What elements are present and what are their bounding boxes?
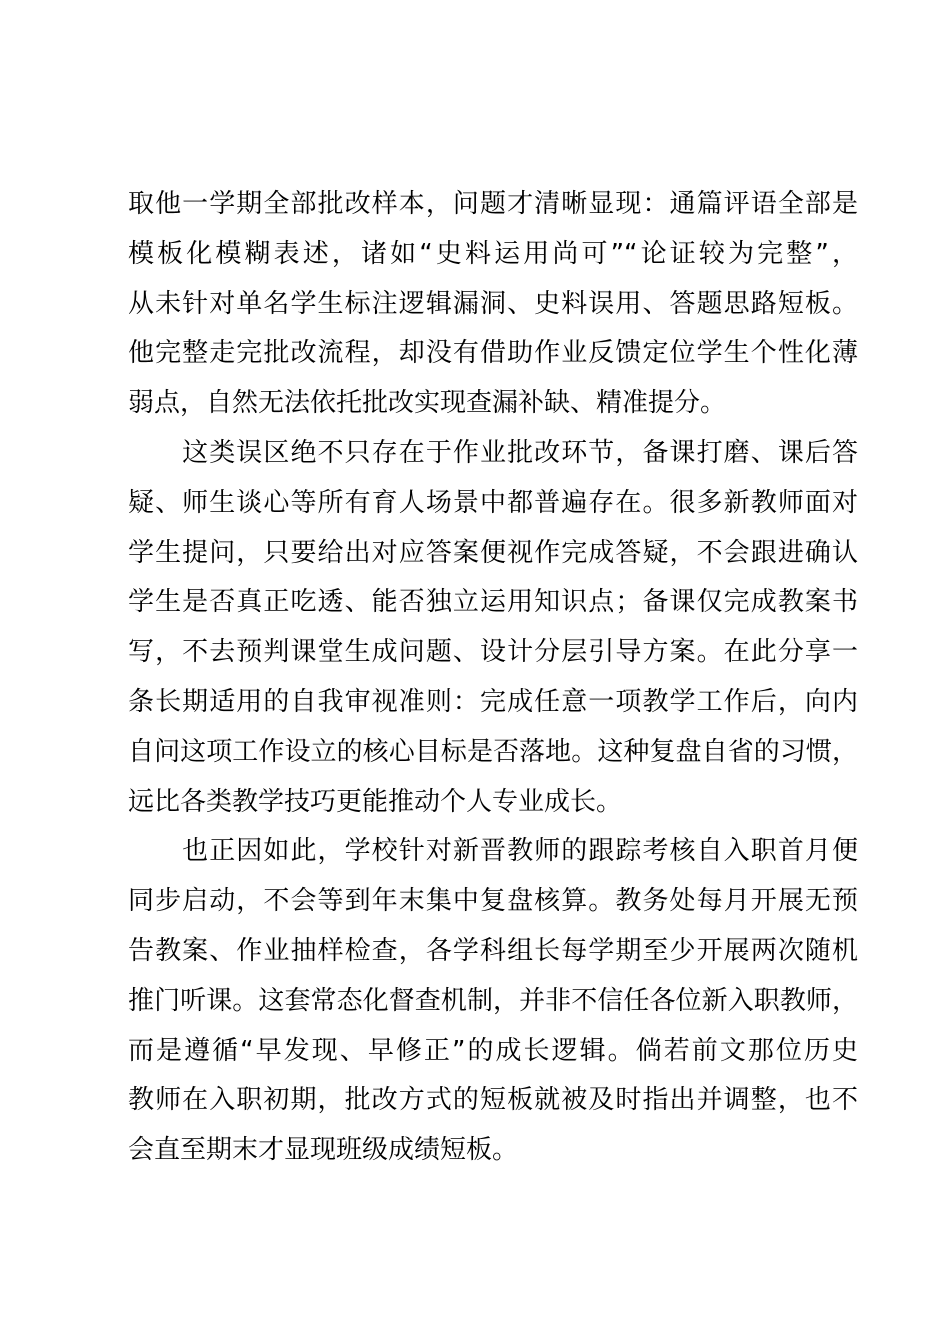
text-line: 自问这项工作设立的核心目标是否落地。这种复盘自省的习惯， — [128, 736, 858, 767]
text-line: 告教案、作业抽样检查，各学科组长每学期至少开展两次随机 — [128, 935, 858, 966]
body-text — [128, 180, 858, 1176]
text-line: 远比各类教学技巧更能推动个人专业成长。 — [128, 786, 623, 817]
text-line: 从未针对单名学生标注逻辑漏洞、史料误用、答题思路短板。 — [128, 288, 858, 319]
text-line: 疑、师生谈心等所有育人场景中都普遍存在。很多新教师面对 — [128, 487, 858, 518]
text-line: 弱点，自然无法依托批改实现查漏补缺、精准提分。 — [128, 388, 727, 419]
text-line: 学生是否真正吃透、能否独立运用知识点；备课仅完成教案书 — [128, 587, 858, 618]
text-line: 他完整走完批改流程，却没有借助作业反馈定位学生个性化薄 — [128, 338, 858, 369]
text-line: 同步启动，不会等到年末集中复盘核算。教务处每月开展无预 — [128, 886, 858, 917]
text-line: 模板化模糊表述，诸如“史料运用尚可”“论证较为完整”， — [128, 238, 858, 269]
text-line: 条长期适用的自我审视准则：完成任意一项教学工作后，向内 — [128, 686, 858, 717]
text-line: 而是遵循“早发现、早修正”的成长逻辑。倘若前文那位历史 — [128, 1035, 858, 1066]
text-line: 推门听课。这套常态化督查机制，并非不信任各位新入职教师， — [128, 985, 858, 1016]
text-line: 这类误区绝不只存在于作业批改环节，备课打磨、课后答 — [128, 437, 858, 468]
text-line: 取他一学期全部批改样本，问题才清晰显现：通篇评语全部是 — [128, 189, 858, 219]
text-line: 教师在入职初期，批改方式的短板就被及时指出并调整，也不 — [128, 1085, 858, 1116]
text-line: 写，不去预判课堂生成问题、设计分层引导方案。在此分享一 — [128, 637, 858, 668]
text-line: 也正因如此，学校针对新晋教师的跟踪考核自入职首月便 — [128, 836, 858, 867]
paragraph-2 — [128, 429, 858, 827]
paragraph-1 — [128, 180, 858, 429]
text-line: 会直至期末才显现班级成绩短板。 — [128, 1135, 519, 1166]
paragraph-3 — [128, 827, 858, 1176]
text-line: 学生提问，只要给出对应答案便视作完成答疑，不会跟进确认 — [128, 537, 858, 568]
